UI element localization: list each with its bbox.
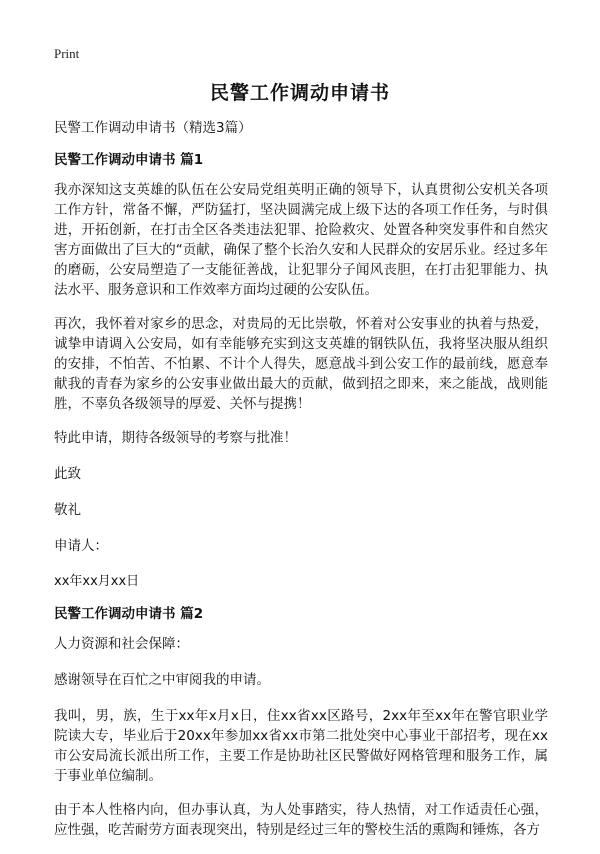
section2-paragraph-3: 由于本人性格内向，但办事认真，为人处事踏实，待人热情，对工作适责任心强，应性强，吃苦耐劳方面表现突出，特别是经过三年的警校生活的熏陶和锤炼，各方 [54, 802, 548, 838]
section2-paragraph-1: 感谢领导在百忙之中审阅我的申请。 [54, 672, 270, 688]
closing-regards: 敬礼 [54, 502, 81, 518]
document-body [54, 118, 548, 854]
page-title: 民警工作调动申请书 [209, 82, 390, 104]
print-label: Print [54, 46, 80, 61]
section2-paragraph-2: 我叫，男，族，生于xx年x月x日，住xx省xx区路号，2xx年至xx年在警官职业学院读大专，毕业后于20xx年参加xx省xx市第二批处突中心事业干部招考，现在xx市公安局流长派出所工作，主要工作是协助社区民警做好网格管理和服务工作，属于事业单位编制。 [54, 708, 548, 784]
section1-paragraph-3: 特此申请，期待各级领导的考察与批准！ [54, 430, 297, 446]
closing-salutation: 此致 [54, 466, 81, 482]
document-subtitle: 民警工作调动申请书（精选3篇） [54, 120, 252, 136]
section-heading-2: 民警工作调动申请书 篇2 [54, 606, 204, 622]
applicant-label: 申请人： [54, 538, 108, 554]
section2-salutation: 人力资源和社会保障： [54, 636, 189, 652]
section-heading-1: 民警工作调动申请书 篇1 [54, 152, 204, 168]
application-date: xx年xx月xx日 [54, 574, 140, 589]
section1-paragraph-2: 再次，我怀着对家乡的思念，对贵局的无比崇敬，怀着对公安事业的执着与热爱，诚挚申请调入公安局，如有幸能够充实到这支英雄的钢铁队伍，我将坚决服从组织的安排，不怕苦、不怕累、不计个人得失，愿意战斗到公安工作的最前线，愿意奉献我的青春为家乡的公安事业做出最大的贡献，做到招之即来，来之能战，战则能胜，不辜负各级领导的厚爱、关怀与提携！ [54, 316, 548, 412]
section1-paragraph-1: 我亦深知这支英雄的队伍在公安局党组英明正确的领导下，认真贯彻公安机关各项工作方针，常备不懈，严防猛打，坚决圆满完成上级下达的各项工作任务，与时俱进，开拓创新，在打击全区各类违法犯罪、抢险救灾、处置各种突发事件和自然灾害方面做出了巨大的“贡献，确保了整个长治久安和人民群众的安居乐业。经过多年的磨砺，公安局塑造了一支能征善战，让犯罪分子闻风丧胆，在打击犯罪能力、执法水平、服务意识和工作效率方面均过硬的公安队伍。 [54, 182, 548, 298]
